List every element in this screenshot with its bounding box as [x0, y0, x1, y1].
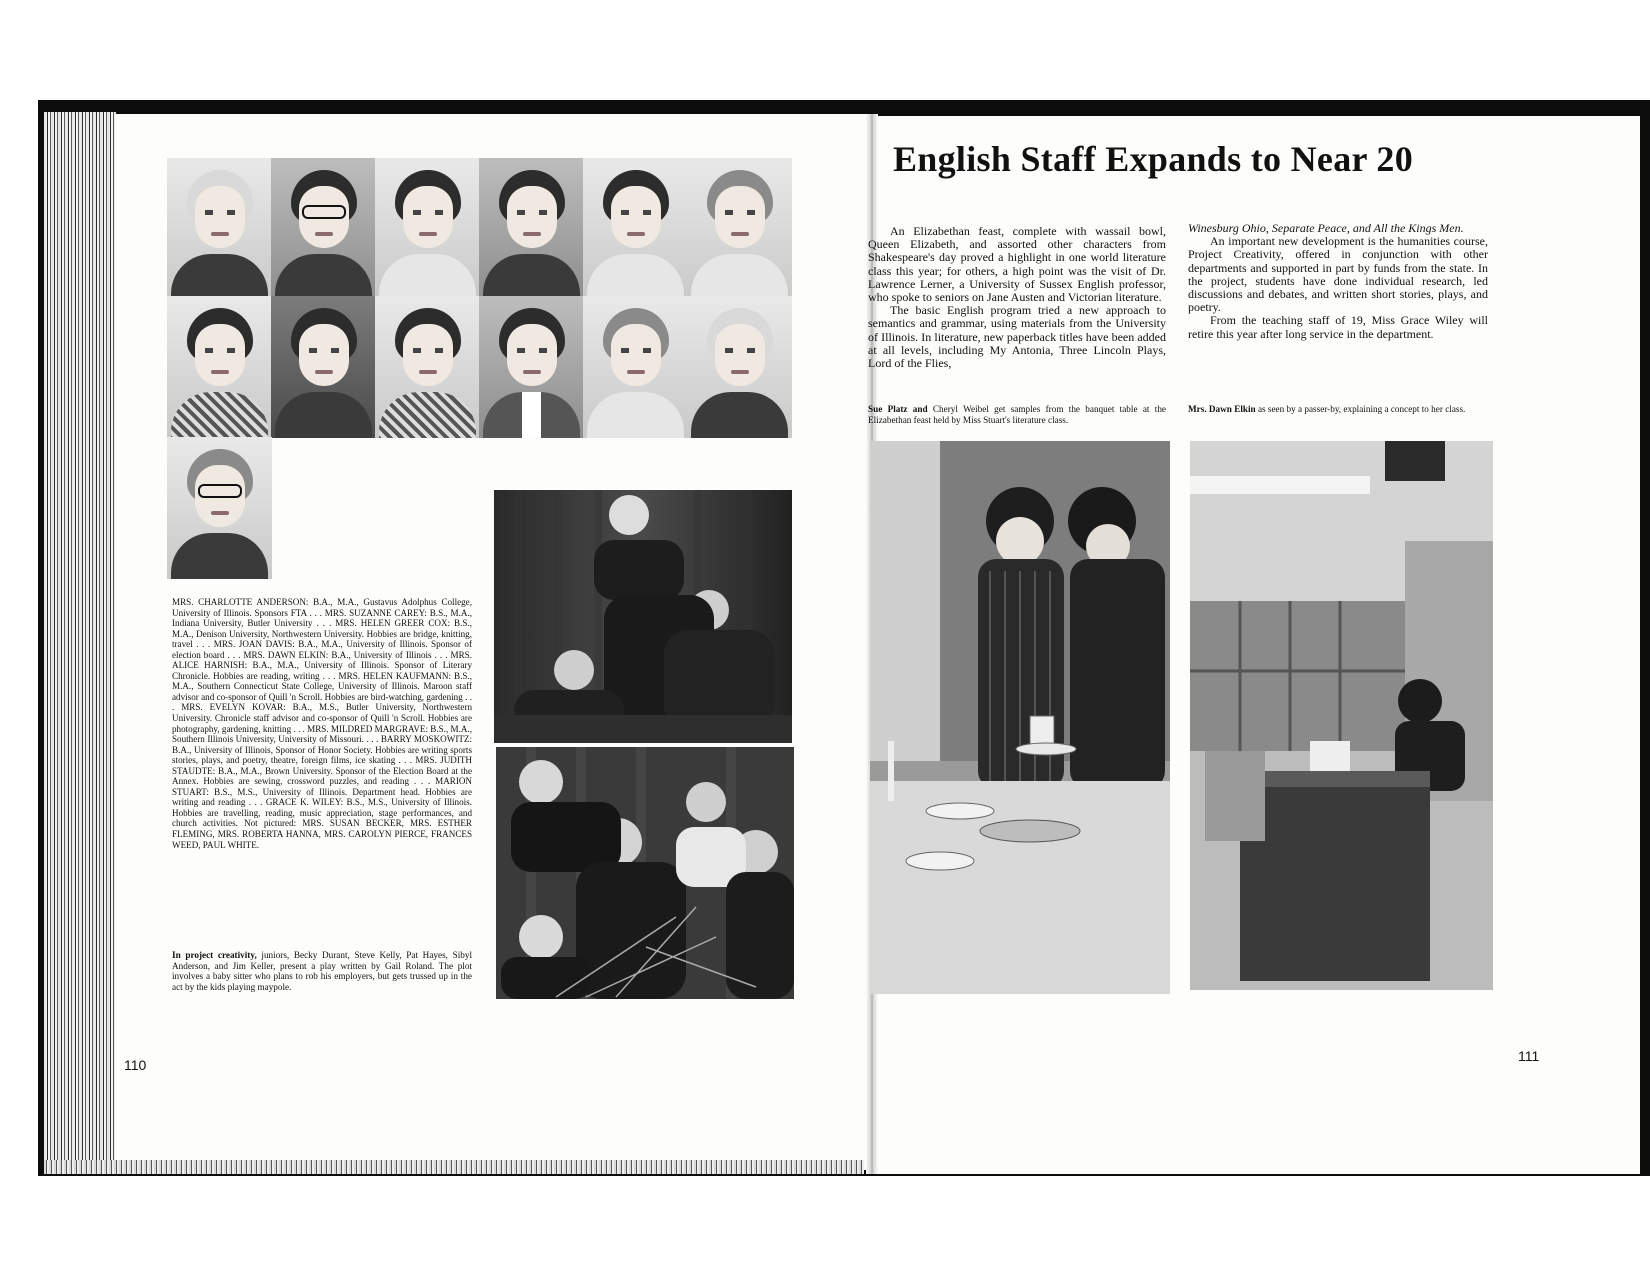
- caption-text: as seen by a passer-by, explaining a concept to her class.: [1255, 404, 1466, 414]
- maypole-scene-illustration: [496, 747, 794, 999]
- article-column-2: [1188, 222, 1488, 341]
- students-group-illustration: [494, 490, 792, 743]
- faculty-portrait: [271, 158, 376, 300]
- page-title: English Staff Expands to Near 20: [893, 139, 1414, 179]
- article-column-1: [868, 225, 1166, 370]
- left-page-number: 110: [124, 1057, 147, 1073]
- faculty-portrait: [583, 158, 688, 300]
- faculty-portrait: [479, 158, 584, 300]
- feast-caption: [868, 404, 1166, 425]
- faculty-portrait: [271, 296, 376, 438]
- caption-lead: In project creativity,: [172, 950, 257, 960]
- classroom-photo: [1190, 441, 1493, 990]
- faculty-portrait: [479, 296, 584, 438]
- article-paragraph: The basic English program tried a new approach to semantics and grammar, using materials from the University of Illinois. In literature, new paperback titles have been added at all levels, including My Antonia, Three Lincoln Plays, Lord of the Flies,: [868, 303, 1166, 371]
- caption-lead: Mrs. Dawn Elkin: [1188, 404, 1256, 414]
- caption-text: Cheryl Weibel get samples from the banquet table at the Elizabethan feast held by Miss Stuart's literature class.: [868, 404, 1166, 425]
- faculty-portrait: [167, 437, 272, 579]
- faculty-portrait: [583, 296, 688, 438]
- article-paragraph: From the teaching staff of 19, Miss Grace Wiley will retire this year after long service in the department.: [1188, 313, 1488, 341]
- faculty-portrait: [687, 158, 792, 300]
- faculty-bio-text: MRS. CHARLOTTE ANDERSON: B.A., M.A., Gustavus Adolphus College, University of Illinois. Sponsors FTA . . . MRS. SUZANNE CAREY: B.S., M.A., Indiana University, Butler University . . . MRS. HELEN GREER COX: B.S., M.A., Denison University, Northwestern University. Hobbies are bridge, knitting, travel . . . MRS. JOAN DAVIS: B.A., M.A., University of Illinois. Sponsor of election board . . . MRS. DAWN ELKIN: B.A., University of Illinois . . . MRS. ALICE HARNISH: B.A., M.A., University of Illinois. Sponsor of Literary Chronicle. Hobbies are reading, writing . . . MRS. HELEN KAUFMANN: B.S., M.A., Southern Connecticut State College, University of Illinois. Maroon staff advisor and co-sponsor of Quill 'n Scroll. Hobbies are bird-watching, gardening . . . MRS. EVELYN KOVAR: B.A., M.S., Butler University, Northwestern University. Chronicle staff advisor and co-sponsor of Quill 'n Scroll. Hobbies are photography, gardening, knitting . . . MRS. MILDRED MARGRAVE: B.S., M.A., Southern Illinois University, University of Missouri. . . . BARRY MOSKOWITZ: B.A., University of Illinois, Sponsor of Honor Society. Hobbies are writing sports stories, plays, and poetry, theatre, foreign films, ice skating . . . MRS. JUDITH STAUDTE: B.A., M.A., Brown University. Sponsor of the Election Board at the Annex. Hobbies are sewing, crossword puzzles, and reading . . . MARION STUART: B.S., M.S., University of Illinois. Department head. Hobbies are writing and reading . . . GRACE K. WILEY: B.S., M.S., University of Illinois. Hobbies are travelling, reading, music appreciation, stage performances, and church activities. Not pictured: MRS. SUSAN BECKER, MRS. ESTHER FLEMING, MRS. ROBERTA HANNA, MRS. CAROLYN PIERCE, FRANCES WEED, PAUL WHITE.: [172, 597, 472, 850]
- project-creativity-caption: [172, 950, 472, 992]
- article-paragraph: Winesburg Ohio, Separate Peace, and All the Kings Men.: [1188, 221, 1464, 235]
- faculty-portrait: [687, 296, 792, 438]
- faculty-portrait: [375, 296, 480, 438]
- project-creativity-photo-bottom: [496, 747, 794, 999]
- article-paragraph: An important new development is the humanities course, Project Creativity, offered in conjunction with other departments and supported in part by funds from the state. In the project, students have done individual research, led discussions and debates, and written short stories, plays, and poetry.: [1188, 234, 1488, 315]
- project-creativity-photo-top: [494, 490, 792, 743]
- right-page-number: 111: [1518, 1048, 1540, 1064]
- classroom-scene-illustration: [1190, 441, 1493, 990]
- faculty-portrait: [167, 158, 272, 300]
- faculty-portrait: [375, 158, 480, 300]
- caption-lead: Sue Platz and: [868, 404, 928, 414]
- article-paragraph: An Elizabethan feast, complete with wassail bowl, Queen Elizabeth, and assorted other characters from Shakespeare's day proved a highlight in one world literature class this year; for others, a high point was the visit of Dr. Lawrence Lerner, a University of Sussex English professor, who spoke to seniors on Jane Austen and Victorian literature.: [868, 224, 1166, 305]
- caption-text: juniors, Becky Durant, Steve Kelly, Pat Hayes, Sibyl Anderson, and Jim Keller, present a play written by Gail Roland. The plot involves a baby sitter who plans to rob his employers, but gets trussed up in the act by the kids playing maypole.: [172, 950, 472, 992]
- feast-scene-illustration: [870, 441, 1170, 994]
- elizabethan-feast-photo: [870, 441, 1170, 994]
- page-edges-bottom: [44, 1160, 864, 1174]
- elkin-caption: [1188, 404, 1492, 415]
- faculty-portrait: [167, 296, 272, 438]
- page-edges-left: [44, 112, 116, 1174]
